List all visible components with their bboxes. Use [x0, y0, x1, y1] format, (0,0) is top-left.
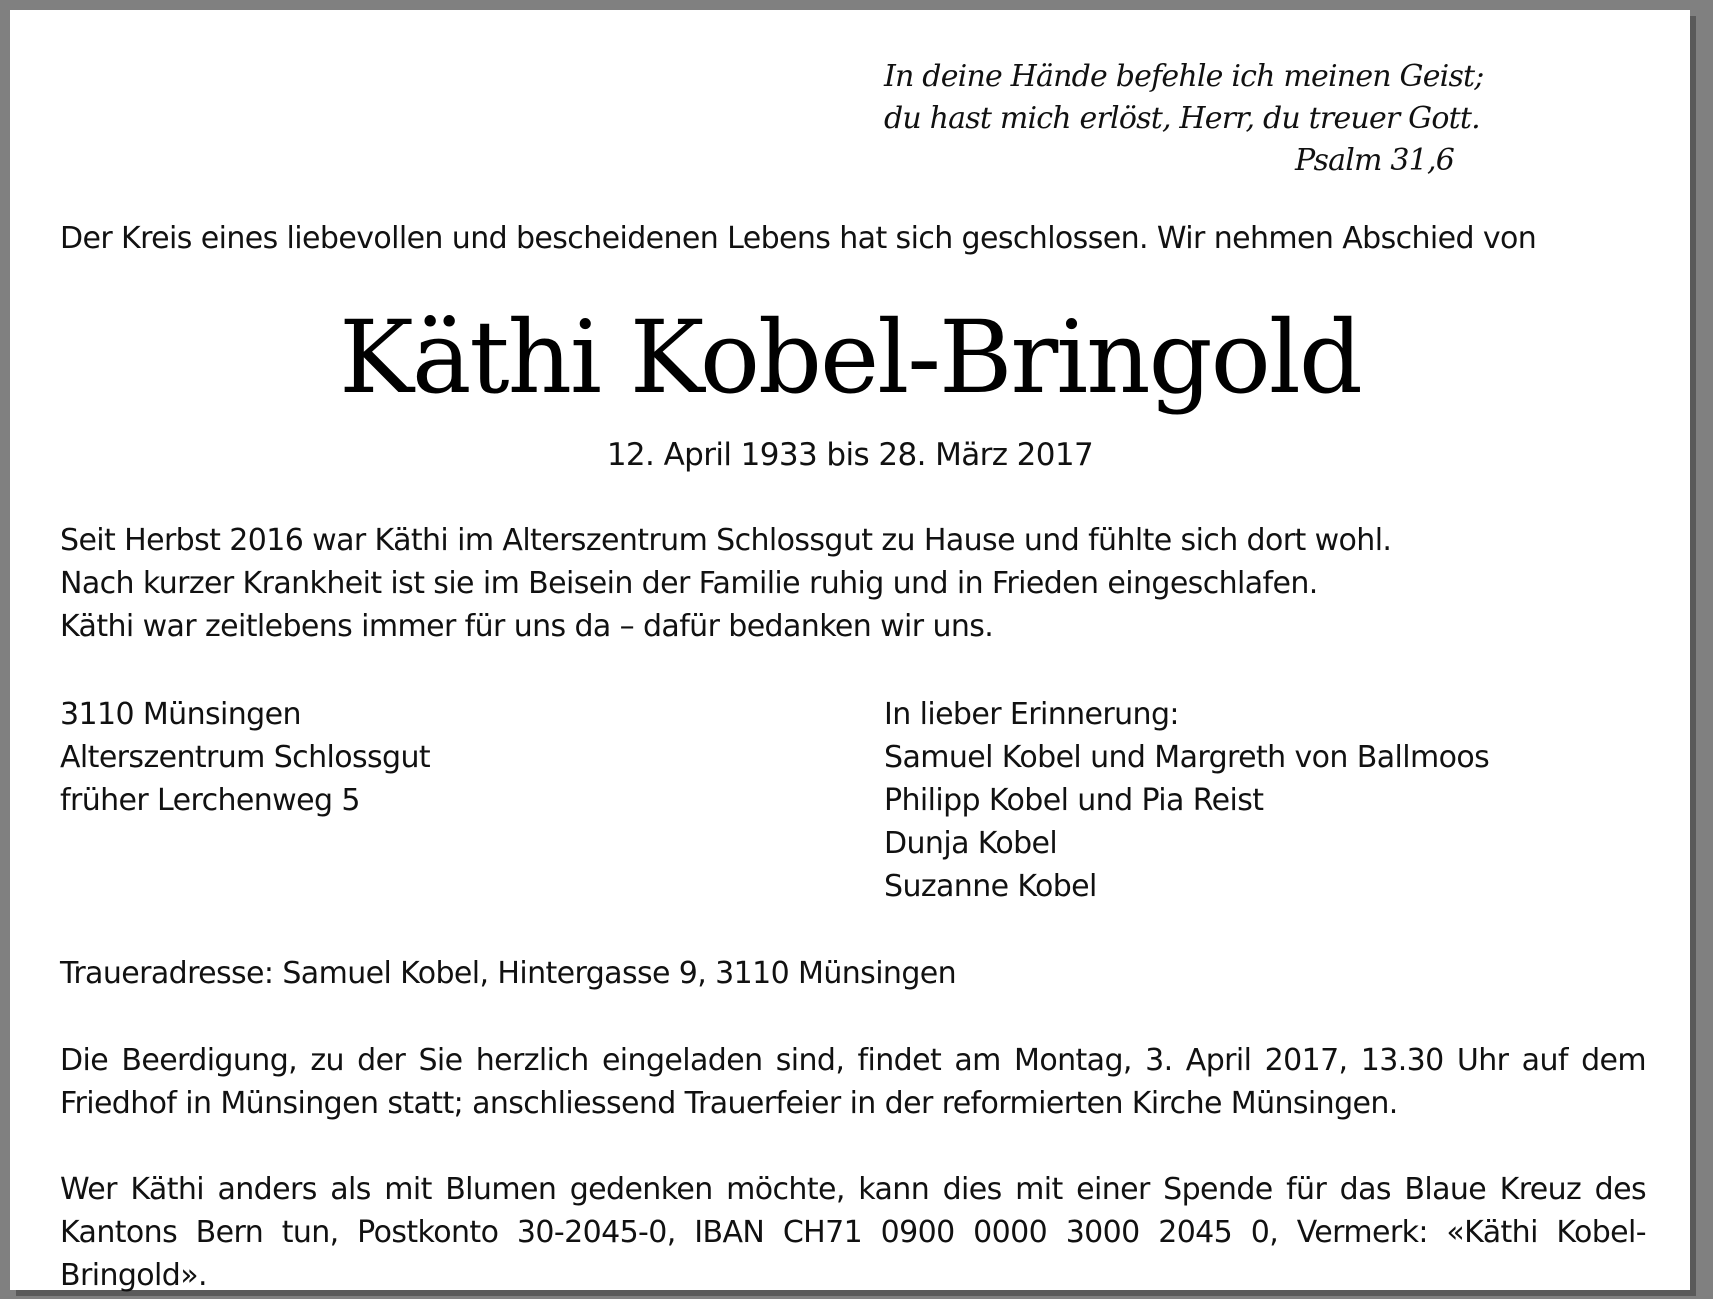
psalm-quote [884, 56, 1484, 182]
mourning-address: Traueradresse: Samuel Kobel, Hintergasse 9, 3110 Münsingen [60, 956, 957, 991]
life-dates: 12. April 1933 bis 28. März 2017 [606, 437, 1094, 473]
obituary-notice [10, 10, 1690, 1293]
funeral-line-1: Die Beerdigung, zu der Sie herzlich eingeladen sind, findet am Montag, 3. April 2017, 13.30 Uhr auf dem [60, 1043, 1646, 1078]
story-line-3: Käthi war zeitlebens immer für uns da – dafür bedanken wir uns. [60, 609, 994, 644]
family-list [884, 693, 1489, 908]
story-line-2: Nach kurzer Krankheit ist sie im Beisein der Familie ruhig und in Frieden eingeschlafen. [60, 566, 1318, 601]
funeral-line-2: Friedhof in Münsingen statt; anschliessend Trauerfeier in der reformierten Kirche Münsingen. [60, 1086, 1398, 1121]
address-line-2: Alterszentrum Schlossgut [60, 740, 431, 775]
psalm-line-1: In deine Hände befehle ich meinen Geist; [884, 59, 1484, 94]
family-member: Samuel Kobel und Margreth von Ballmoos [884, 740, 1490, 775]
intro-text: Der Kreis eines liebevollen und bescheidenen Lebens hat sich geschlossen. Wir nehmen Abschied von [60, 221, 1537, 256]
family-member: Dunja Kobel [884, 826, 1058, 861]
story-paragraph [60, 519, 1391, 648]
family-member: Philipp Kobel und Pia Reist [884, 783, 1264, 818]
family-member: Suzanne Kobel [884, 869, 1097, 904]
donation-line-2: Kantons Bern tun, Postkonto 30-2045-0, IBAN CH71 0900 0000 3000 2045 0, Vermerk: «Käthi Kobel-Bringold». [60, 1215, 1646, 1293]
funeral-paragraph [60, 1039, 1646, 1125]
donation-line-1: Wer Käthi anders als mit Blumen gedenken möchte, kann dies mit einer Spende für das Blaue Kreuz des [60, 1172, 1646, 1207]
address-line-1: 3110 Münsingen [60, 697, 301, 732]
family-heading: In lieber Erinnerung: [884, 697, 1179, 732]
residence-address [60, 693, 430, 822]
psalm-line-2: du hast mich erlöst, Herr, du treuer Gott. [884, 101, 1480, 136]
address-line-3: früher Lerchenweg 5 [60, 783, 360, 818]
story-line-1: Seit Herbst 2016 war Käthi im Alterszentrum Schlossgut zu Hause und fühlte sich dort wohl. [60, 523, 1392, 558]
psalm-reference: Psalm 31,6 [1294, 143, 1454, 178]
donation-paragraph [60, 1168, 1646, 1297]
deceased-name: Käthi Kobel-Bringold [339, 299, 1361, 416]
